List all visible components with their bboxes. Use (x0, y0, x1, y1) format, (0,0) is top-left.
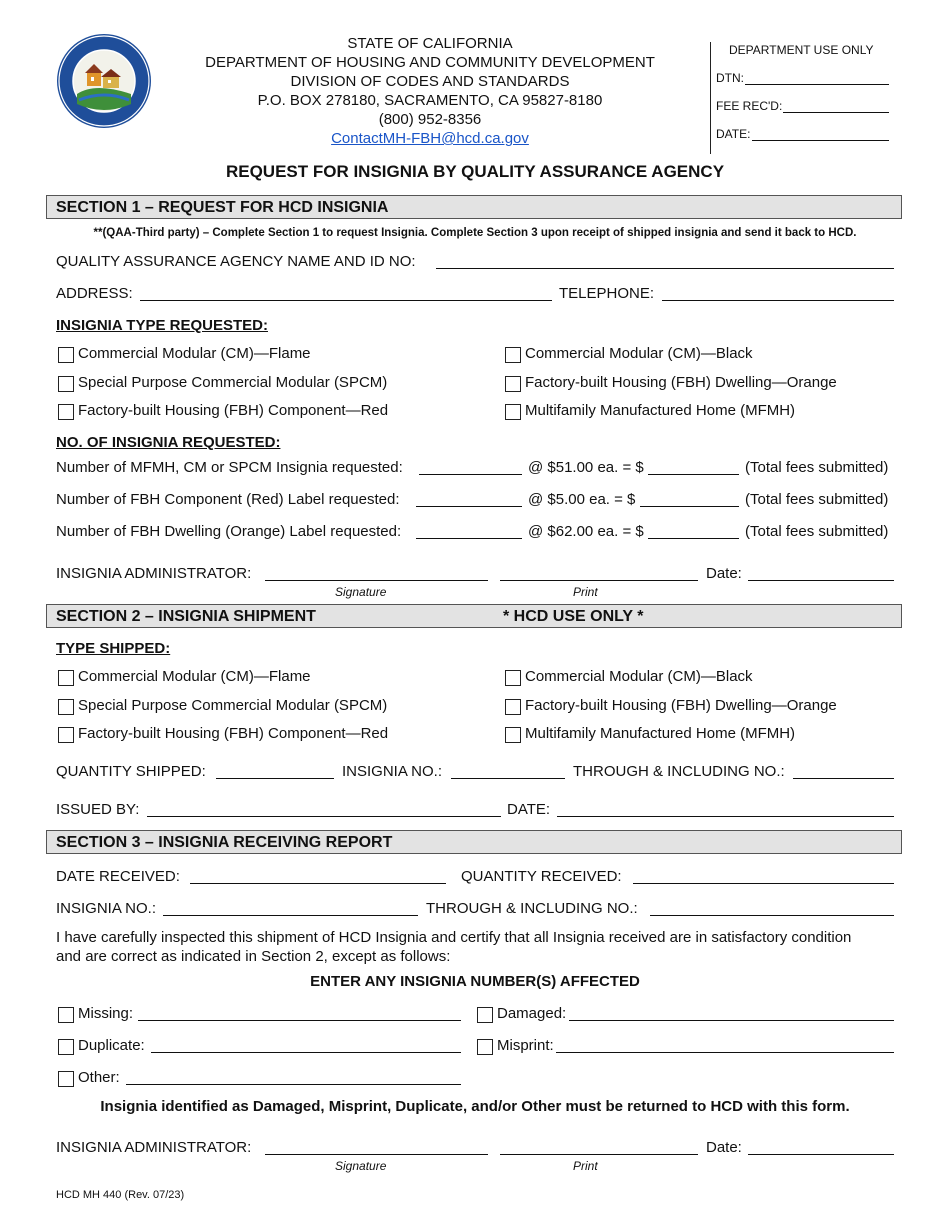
qty-row-suffix: (Total fees submitted) (745, 523, 889, 540)
form-number: HCD MH 440 (Rev. 07/23) (56, 1189, 185, 1201)
qty-row-price: @ $5.00 ea. = $ (528, 491, 636, 508)
section-1-title: SECTION 1 – REQUEST FOR HCD INSIGNIA (56, 199, 389, 216)
receiving-admin-date-field[interactable] (748, 1154, 894, 1155)
fee-received-field[interactable] (783, 112, 889, 113)
admin-date-field[interactable] (748, 580, 894, 581)
return-note: Insignia identified as Damaged, Misprint, Duplicate, and/or Other must be returned to HCD with this form. (100, 1098, 850, 1115)
other-field[interactable] (126, 1084, 461, 1085)
header-line: (800) 952-8356 (378, 111, 482, 128)
issued-date-field[interactable] (557, 816, 894, 817)
received-through-field[interactable] (650, 915, 894, 916)
missing-field[interactable] (138, 1020, 461, 1021)
qty-row-label: Number of FBH Dwelling (Orange) Label requested: (56, 523, 402, 540)
type-label: Multifamily Manufactured Home (MFMH) (525, 402, 796, 419)
dept-date-field[interactable] (752, 140, 889, 141)
type-label: Factory-built Housing (FBH) Dwelling—Orange (525, 697, 837, 714)
misprint-label: Misprint: (497, 1037, 554, 1054)
checkbox-mfmh[interactable] (505, 404, 521, 420)
receiving-admin-date-label: Date: (706, 1139, 742, 1156)
address-label: ADDRESS: (56, 285, 133, 302)
other-label: Other: (78, 1069, 120, 1086)
type-label: Factory-built Housing (FBH) Dwelling—Orange (525, 374, 837, 391)
shipped-checkbox-mfmh[interactable] (505, 727, 521, 743)
dept-date-label: DATE: (716, 127, 751, 141)
certification-line-2: and are correct as indicated in Section 2, except as follows: (56, 948, 451, 965)
shipped-checkbox-cm-flame[interactable] (58, 670, 74, 686)
admin-print-field[interactable] (500, 580, 698, 581)
shipped-checkbox-spcm[interactable] (58, 699, 74, 715)
telephone-label: TELEPHONE: (559, 285, 655, 302)
duplicate-label: Duplicate: (78, 1037, 145, 1054)
qty-row-price: @ $51.00 ea. = $ (528, 459, 644, 476)
header-agency-block (150, 34, 710, 148)
receiving-admin-label: INSIGNIA ADMINISTRATOR: (56, 1139, 252, 1156)
received-through-label: THROUGH & INCLUDING NO.: (426, 900, 638, 917)
fee-received-label: FEE REC'D: (716, 99, 783, 113)
form-title: REQUEST FOR INSIGNIA BY QUALITY ASSURANCE AGENCY (225, 162, 725, 181)
damaged-label: Damaged: (497, 1005, 567, 1022)
department-use-box (710, 42, 711, 154)
qty-row-suffix: (Total fees submitted) (745, 491, 889, 508)
type-label: Special Purpose Commercial Modular (SPCM) (78, 697, 388, 714)
checkbox-fbh-dwelling-orange[interactable] (505, 376, 521, 392)
telephone-field[interactable] (662, 300, 894, 301)
checkbox-spcm[interactable] (58, 376, 74, 392)
qty-row-label: Number of FBH Component (Red) Label requested: (56, 491, 400, 508)
qty-heading: NO. OF INSIGNIA REQUESTED: (56, 434, 281, 451)
qty-shipped-field[interactable] (216, 778, 334, 779)
section-1-note: **(QAA-Third party) – Complete Section 1 to request Insignia. Complete Section 3 upon receipt of shipped insignia and send it back to HCD. (93, 227, 857, 239)
header-line: DIVISION OF CODES AND STANDARDS (290, 73, 570, 90)
type-label: Special Purpose Commercial Modular (SPCM) (78, 374, 388, 391)
type-label: Commercial Modular (CM)—Black (525, 668, 753, 685)
misprint-field[interactable] (556, 1052, 894, 1053)
issued-date-label: DATE: (507, 801, 551, 818)
type-label: Commercial Modular (CM)—Flame (78, 345, 311, 362)
qty-mfmh-field[interactable] (419, 474, 522, 475)
issued-by-field[interactable] (147, 816, 501, 817)
hcd-use-only-label: * HCD USE ONLY * (503, 608, 644, 625)
type-shipped-heading: TYPE SHIPPED: (56, 640, 171, 657)
admin-label: INSIGNIA ADMINISTRATOR: (56, 565, 252, 582)
type-label: Commercial Modular (CM)—Flame (78, 668, 311, 685)
contact-email-link[interactable]: ContactMH-FBH@hcd.ca.gov (331, 130, 529, 147)
type-label: Factory-built Housing (FBH) Component—Red (78, 402, 389, 419)
department-use-title: DEPARTMENT USE ONLY (729, 43, 874, 57)
qty-row-suffix: (Total fees submitted) (745, 459, 889, 476)
shipped-checkbox-fbh-dwelling-orange[interactable] (505, 699, 521, 715)
qty-row-price: @ $62.00 ea. = $ (528, 523, 644, 540)
section-2-header (46, 604, 902, 628)
shipped-checkbox-fbh-component-red[interactable] (58, 727, 74, 743)
agency-name-field[interactable] (436, 268, 894, 269)
hcd-seal (55, 32, 153, 130)
dtn-label: DTN: (716, 71, 744, 85)
section-3-header (46, 830, 902, 854)
duplicate-checkbox[interactable] (58, 1039, 74, 1055)
shipped-checkbox-cm-black[interactable] (505, 670, 521, 686)
checkbox-cm-black[interactable] (505, 347, 521, 363)
checkbox-cm-flame[interactable] (58, 347, 74, 363)
receiving-signature-caption: Signature (335, 1159, 387, 1173)
qty-row-label: Number of MFMH, CM or SPCM Insignia requested: (56, 459, 403, 476)
admin-signature-field[interactable] (265, 580, 488, 581)
qty-shipped-label: QUANTITY SHIPPED: (56, 763, 206, 780)
missing-checkbox[interactable] (58, 1007, 74, 1023)
certification-line-1: I have carefully inspected this shipment of HCD Insignia and certify that all Insignia received are in satisfactory condition (56, 929, 852, 946)
type-label: Multifamily Manufactured Home (MFMH) (525, 725, 796, 742)
misprint-checkbox[interactable] (477, 1039, 493, 1055)
address-field[interactable] (140, 300, 552, 301)
qty-received-field[interactable] (633, 883, 894, 884)
received-insignia-no-field[interactable] (163, 915, 418, 916)
insignia-no-field[interactable] (451, 778, 565, 779)
checkbox-fbh-component-red[interactable] (58, 404, 74, 420)
through-field[interactable] (793, 778, 894, 779)
insignia-no-label: INSIGNIA NO.: (342, 763, 443, 780)
print-caption: Print (573, 585, 598, 599)
total-mfmh-field[interactable] (648, 474, 739, 475)
type-label: Commercial Modular (CM)—Black (525, 345, 753, 362)
section-3-title: SECTION 3 – INSIGNIA RECEIVING REPORT (56, 834, 393, 851)
insignia-type-heading: INSIGNIA TYPE REQUESTED: (56, 317, 268, 334)
qty-received-label: QUANTITY RECEIVED: (461, 868, 622, 885)
other-checkbox[interactable] (58, 1071, 74, 1087)
receiving-admin-print-field[interactable] (500, 1154, 698, 1155)
duplicate-field[interactable] (151, 1052, 461, 1053)
header-line: DEPARTMENT OF HOUSING AND COMMUNITY DEVELOPMENT (205, 54, 655, 71)
damaged-field[interactable] (569, 1020, 894, 1021)
affected-heading: ENTER ANY INSIGNIA NUMBER(S) AFFECTED (310, 973, 640, 990)
total-fbh-component-field[interactable] (640, 506, 739, 507)
section-1-header (46, 195, 902, 219)
issued-by-label: ISSUED BY: (56, 801, 140, 818)
qty-fbh-component-field[interactable] (416, 506, 522, 507)
header-line: STATE OF CALIFORNIA (347, 35, 513, 52)
agency-name-label: QUALITY ASSURANCE AGENCY NAME AND ID NO: (56, 253, 416, 270)
receiving-print-caption: Print (573, 1159, 598, 1173)
header-line: P.O. BOX 278180, SACRAMENTO, CA 95827-8180 (257, 92, 603, 109)
date-received-field[interactable] (190, 883, 446, 884)
received-insignia-no-label: INSIGNIA NO.: (56, 900, 157, 917)
type-label: Factory-built Housing (FBH) Component—Red (78, 725, 389, 742)
receiving-admin-signature-field[interactable] (265, 1154, 488, 1155)
signature-caption: Signature (335, 585, 387, 599)
missing-label: Missing: (78, 1005, 134, 1022)
qty-fbh-dwelling-field[interactable] (416, 538, 522, 539)
damaged-checkbox[interactable] (477, 1007, 493, 1023)
section-2-title: SECTION 2 – INSIGNIA SHIPMENT (56, 608, 316, 625)
dtn-field[interactable] (745, 84, 889, 85)
total-fbh-dwelling-field[interactable] (648, 538, 739, 539)
through-label: THROUGH & INCLUDING NO.: (573, 763, 785, 780)
admin-date-label: Date: (706, 565, 742, 582)
date-received-label: DATE RECEIVED: (56, 868, 180, 885)
